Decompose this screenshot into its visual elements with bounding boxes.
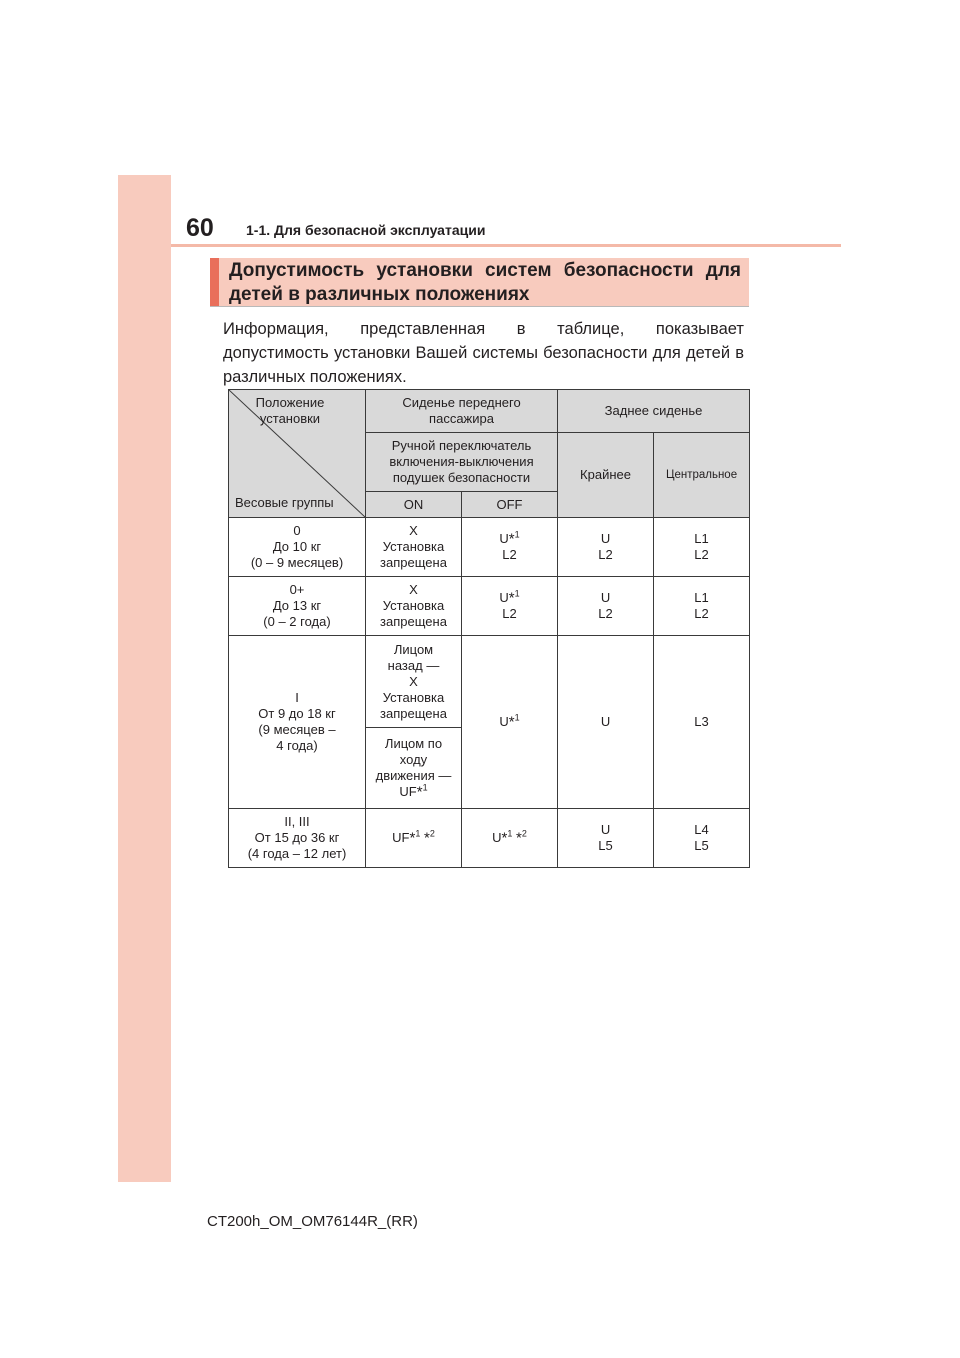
page-number: 60: [186, 214, 214, 242]
header-switch-on: ON: [366, 492, 462, 518]
footer-doc-code: CT200h_OM_OM76144R_(RR): [207, 1213, 418, 1230]
section-accent-bar: [210, 258, 219, 306]
switch-on-cell: UF*$^1$ *$^2$: [366, 809, 462, 868]
header-outer-seat: Крайнее: [558, 433, 654, 518]
table-row: [229, 577, 750, 636]
switch-on-cell: X Установка запрещена: [366, 577, 462, 636]
footnote-star-icon: *: [516, 829, 522, 847]
weight-group-cell: 0 До 10 кг (0 – 9 месяцев): [229, 518, 366, 577]
footnote-star-icon: *: [508, 713, 515, 731]
switch-on-rear-facing-cell: Лицом назад — X Установка запрещена: [366, 636, 462, 728]
weight-group-cell: I От 9 до 18 кг (9 месяцев – 4 года): [229, 636, 366, 809]
center-seat-cell: L1 L2: [654, 577, 750, 636]
weight-group-cell: 0+ До 13 кг (0 – 2 года): [229, 577, 366, 636]
outer-seat-cell: U: [558, 636, 654, 809]
switch-off-cell: U*$^1$ L2: [462, 518, 558, 577]
table-row: [229, 809, 750, 868]
running-head: 1-1. Для безопасной эксплуатации: [246, 222, 486, 238]
intro-paragraph: Информация, представленная в таблице, показывает допустимость установки Вашей системы безопасности для детей в различных положениях.: [223, 320, 744, 386]
child-seat-compatibility-table: [228, 389, 750, 868]
header-switch-off: OFF: [462, 492, 558, 518]
switch-on-forward-facing-cell: Лицом по ходу движения — UF*$^1$: [366, 728, 462, 809]
footnote-star-icon: *: [409, 829, 416, 847]
center-seat-cell: L1 L2: [654, 518, 750, 577]
section-title: Допустимость установки систем безопасности для детей в различных положениях: [229, 260, 741, 305]
outer-seat-cell: U L5: [558, 809, 654, 868]
switch-on-cell: X Установка запрещена: [366, 518, 462, 577]
outer-seat-cell: U L2: [558, 518, 654, 577]
switch-off-cell: U*$^1$: [462, 636, 558, 809]
center-seat-cell: L4 L5: [654, 809, 750, 868]
side-color-band: [118, 175, 171, 1182]
corner-label-weight-groups: Весовые группы: [235, 495, 334, 510]
section-underline: [210, 306, 749, 307]
header-front-passenger-seat: Сиденье переднего пассажира: [366, 390, 558, 433]
header-rule: [171, 244, 841, 247]
header-center-seat: Центральное: [654, 433, 750, 518]
table-corner-cell: [229, 390, 366, 518]
header-airbag-switch: Ручной переключатель включения-выключения подушек безопасности: [366, 433, 558, 492]
weight-group-cell: II, III От 15 до 36 кг (4 года – 12 лет): [229, 809, 366, 868]
table-row: [229, 636, 750, 728]
footnote-star-icon: *: [423, 829, 430, 847]
footnote-star-icon: *: [501, 829, 508, 847]
outer-seat-cell: U L2: [558, 577, 654, 636]
footnote-star-icon: *: [508, 589, 515, 607]
section-heading: [210, 258, 749, 306]
footnote-star-icon: *: [508, 530, 515, 548]
switch-off-cell: U*$^1$ *$^2$: [462, 809, 558, 868]
header-rear-seat: Заднее сиденье: [558, 390, 750, 433]
switch-off-cell: U*$^1$ L2: [462, 577, 558, 636]
center-seat-cell: L3: [654, 636, 750, 809]
footnote-star-icon: *: [416, 783, 423, 801]
table-row: [229, 518, 750, 577]
corner-label-position: Положение установки: [255, 395, 325, 426]
